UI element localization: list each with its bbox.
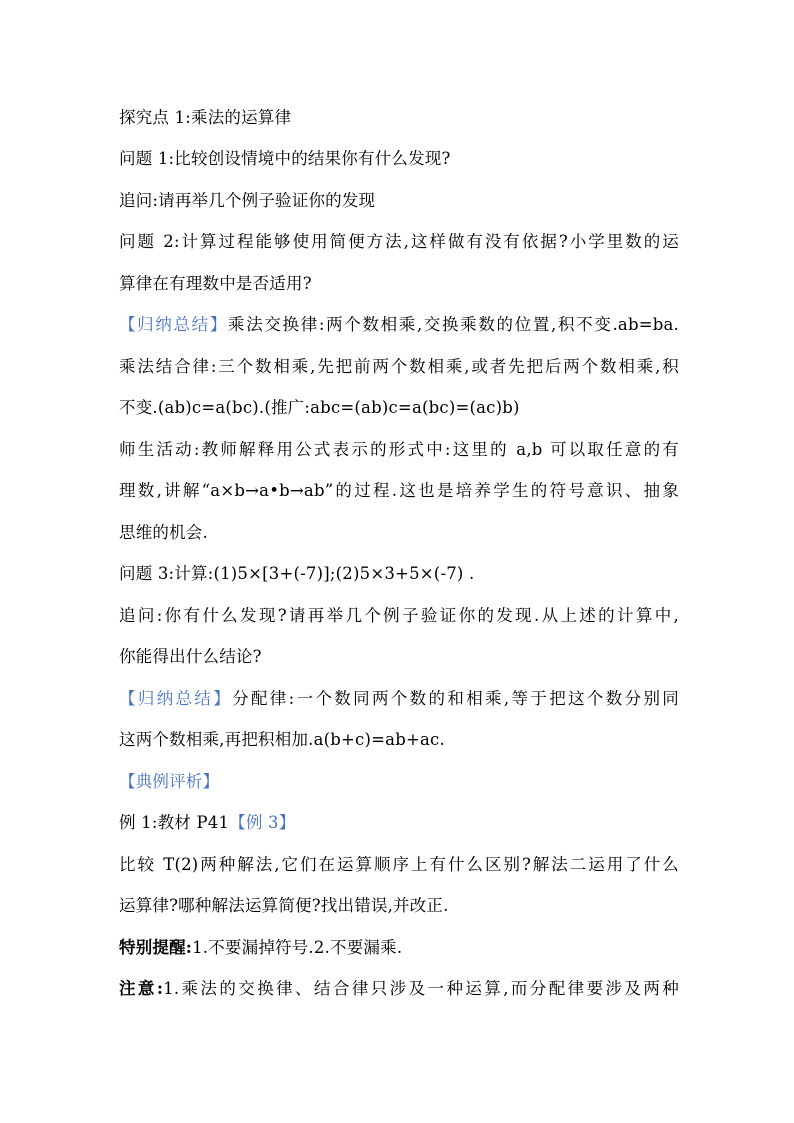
- line-text: 问题 1:比较创设情境中的结果你有什么发现?: [119, 149, 451, 168]
- line-text: 思维的机会.: [119, 523, 208, 542]
- distributive-law-line-2: [119, 728, 679, 752]
- line-text: 问题 3:计算:(1)5×[3+(-7)];(2)5×3+5×(-7) .: [119, 564, 475, 583]
- line-text: 分配律:一个数同两个数的和相乘,等于把这个数分别同: [232, 689, 680, 708]
- associative-law-line-1: [119, 355, 679, 379]
- follow-up-question: [119, 189, 679, 213]
- follow-up-2-line-1: [119, 604, 679, 628]
- activity-line-3: [119, 521, 679, 545]
- note-line: [119, 977, 679, 1001]
- line-text: 这两个数相乘,再把积相加.a(b+c)=ab+ac.: [119, 730, 445, 749]
- line-text: 乘法交换律:两个数相乘,交换乘数的位置,积不变.ab=ba.: [228, 315, 679, 334]
- summary-bracket-label: 【归纳总结】: [119, 689, 233, 708]
- example-bracket-label: 【典例评析】: [119, 772, 220, 791]
- summary-commutative: [119, 313, 679, 337]
- line-text: 1.乘法的交换律、结合律只涉及一种运算,而分配律要涉及两种: [163, 979, 679, 998]
- line-text: 1.不要漏掉符号.2.不要漏乘.: [192, 938, 403, 957]
- line-text: 追问:你有什么发现?请再举几个例子验证你的发现.从上述的计算中,: [119, 606, 679, 625]
- line-text: 追问:请再举几个例子验证你的发现: [119, 191, 376, 210]
- line-text: 运算律?哪种解法运算简便?找出错误,并改正.: [119, 896, 449, 915]
- example-reference-label: 【例 3】: [229, 813, 296, 832]
- section-heading: [119, 106, 679, 130]
- follow-up-2-line-2: [119, 645, 679, 669]
- compare-line-2: [119, 894, 679, 918]
- line-text: 例 1:教材 P41: [119, 813, 230, 832]
- special-reminder: [119, 936, 679, 960]
- summary-bracket-label: 【归纳总结】: [119, 315, 229, 334]
- line-text: 比较 T(2)两种解法,它们在运算顺序上有什么区别?解法二运用了什么: [119, 855, 679, 874]
- note-label: 注意:: [119, 979, 164, 998]
- associative-law-line-2: [119, 396, 679, 420]
- line-text: 乘法结合律:三个数相乘,先把前两个数相乘,或者先把后两个数相乘,积: [119, 357, 679, 376]
- line-text: 问题 2:计算过程能够使用简便方法,这样做有没有依据?小学里数的运: [119, 232, 679, 251]
- reminder-label: 特别提醒:: [119, 938, 193, 957]
- activity-line-2: [119, 479, 679, 503]
- activity-line-1: [119, 438, 679, 462]
- line-text: 你能得出什么结论?: [119, 647, 262, 666]
- line-text: 师生活动:教师解释用公式表示的形式中:这里的 a,b 可以取任意的有: [119, 440, 679, 459]
- line-text: 算律在有理数中是否适用?: [119, 274, 312, 293]
- question-3: [119, 562, 679, 586]
- question-2-line-2: [119, 272, 679, 296]
- line-text: 理数,讲解“a×b→a•b→ab”的过程.这也是培养学生的符号意识、抽象: [119, 481, 679, 500]
- line-text: 不变.(ab)c=a(bc).(推广:abc=(ab)c=a(bc)=(ac)b): [119, 398, 520, 417]
- compare-line-1: [119, 853, 679, 877]
- example-1: [119, 811, 679, 835]
- summary-distributive: [119, 687, 679, 711]
- question-1: [119, 147, 679, 171]
- question-2-line-1: [119, 230, 679, 254]
- line-text: 探究点 1:乘法的运算律: [119, 108, 292, 127]
- example-analysis-heading: [119, 770, 679, 794]
